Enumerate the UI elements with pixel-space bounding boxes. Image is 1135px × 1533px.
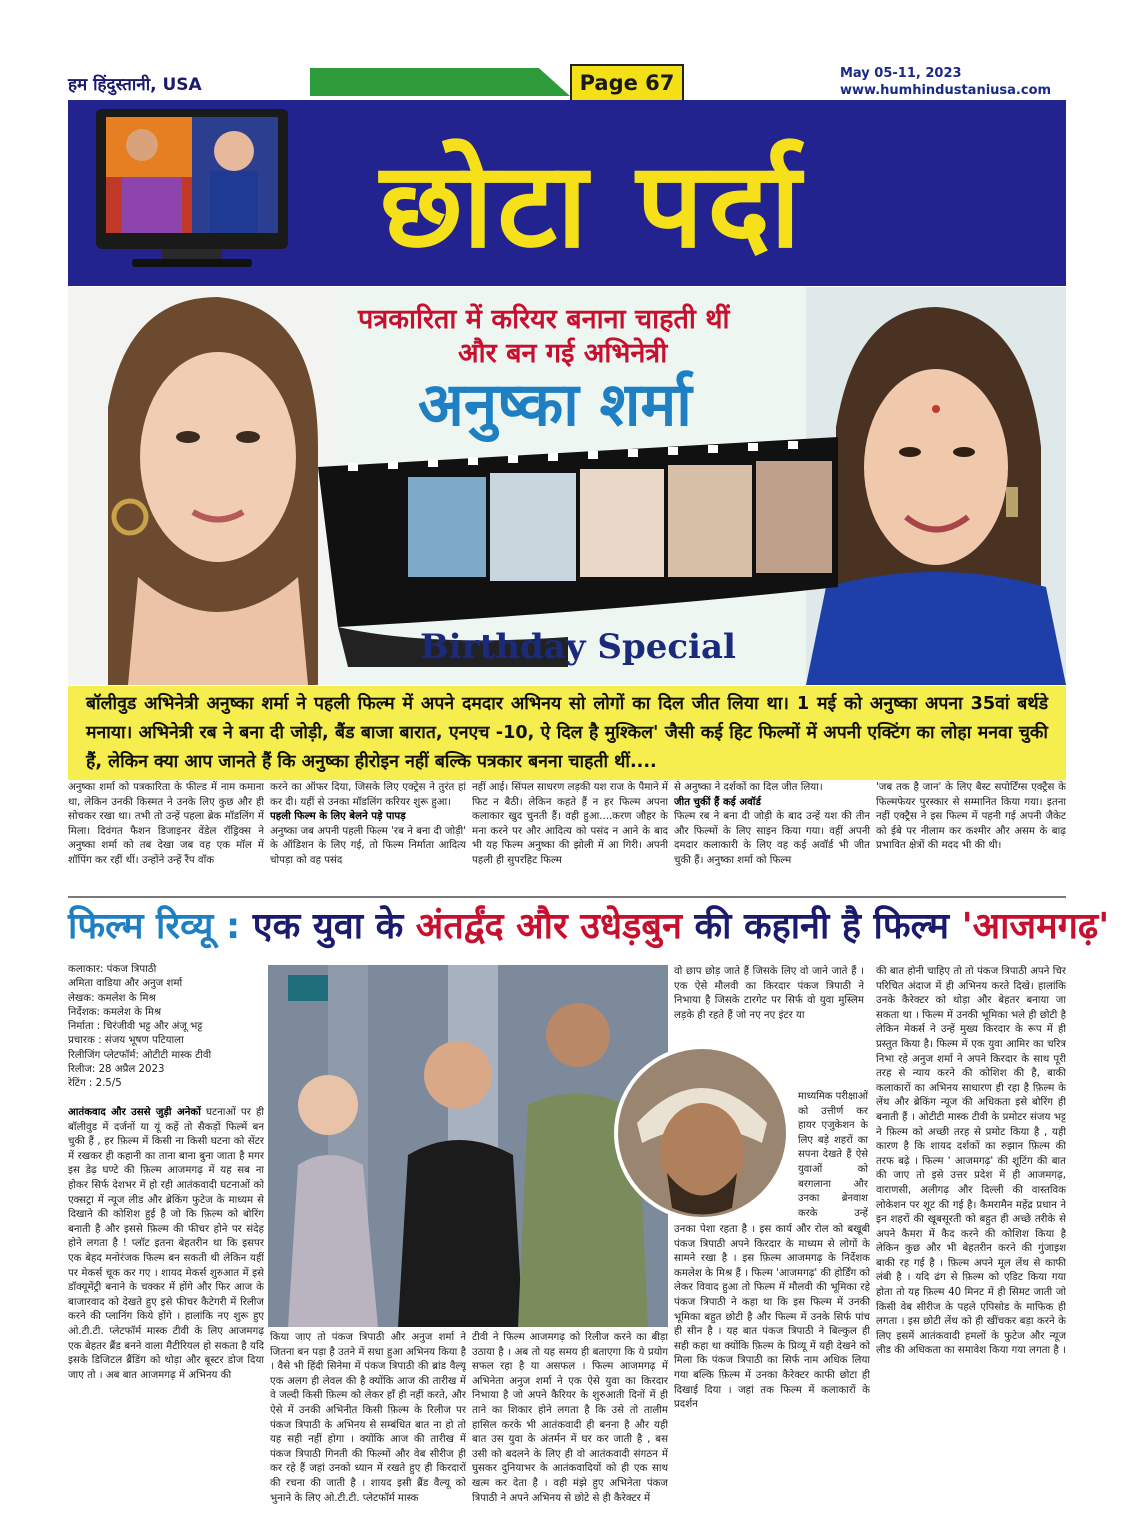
page-number: Page 67 bbox=[570, 64, 684, 102]
article-text: अनुष्का शर्मा को पत्रकारिता के फील्ड में नाम कमाना था, लेकिन उनकी किस्मत ने उनके लिए कुछ और ही सोचकर रखा था। तभी तो उन्हें पहला ब्रेक मॉडलिंग में मिला। दिवंगत फैशन डिजाइनर वेंडेल रॉड्रिक्स ने अनुष्का शर्मा को तब देखा जब वह एक मॉल में शॉपिंग कर रहीं थीं। उन्होंने उन्हें रैंप वॉक bbox=[68, 782, 264, 866]
article-subheading: जीत चुकीं हैं कई अवॉर्ड bbox=[674, 796, 761, 808]
header-accent-band bbox=[310, 68, 570, 96]
website-link[interactable]: www.humhindustaniusa.com bbox=[840, 83, 1052, 98]
headline-part: एक युवा के bbox=[252, 906, 416, 947]
credit-line: निर्देशक: कमलेश के मिश्र bbox=[68, 1006, 162, 1018]
publication-name: हम हिंदुस्तानी, USA bbox=[68, 75, 202, 95]
section-divider bbox=[68, 896, 1066, 898]
article-column-1 bbox=[68, 781, 264, 891]
review-column-5 bbox=[876, 965, 1066, 1526]
credit-line: रिलीजिंग प्लेटफॉर्म: ओटीटी मास्क टीवी bbox=[68, 1049, 212, 1061]
review-text: माध्यमिक परीक्षाओं को उत्तीर्ण कर हायर एजुकेशन के लिए बड़े शहरों का सपना देखते हैं ऐसे युवाओं को बरगलाना और उनका ब्रेनवाश करके उन्हें bbox=[798, 1091, 868, 1219]
article-text: नहीं आई। सिंपल साधरण लड़की यश राज के पैमाने में फिट न बैठी। लेकिन कहते हैं न हर फिल्म अपना कलाकार खुद चुनती हैं। वही हुआ....करण जौहर के मना करने पर और आदित्य को पसंद न आने के बाद भी यह फिल्म अनुष्का की झोली में आ गिरी। अपनी पहली ही सुपरहिट फिल्म bbox=[472, 782, 668, 866]
review-text: किया जाए तो पंकज त्रिपाठी और अनुज शर्मा ने जितना बन पड़ा है उतने में सधा हुआ अभिनय किया है । वैसे भी हिंदी सिनेमा में पंकज त्रिपाठी की ब्रांड वैल्यू एक अलग ही लेवल की है क्योंकि आज की तारीख में वे जल्दी किसी फ़िल्म को लेकर हाँ ही नहीं करते, और ऐसे में उनकी अभिनीत किसी फ़िल्म के रिलीज पर पंकज त्रिपाठी के अभिनय से सम्बंधित बात ना हो तो यह सही नहीं होगा । क्योंकि आज की तारीख में पंकज त्रिपाठी गिनती की फिल्मों और वेब सीरीज ही कर रहे हैं जहां उनको ध्यान में रखते हुए ही किरदारों की रचना की जाती है । शायद इसी ब्रैंड वैल्यू को भुनाने के लिए ओ.टी.टी. प्लेटफॉर्म मास्क bbox=[270, 1332, 466, 1504]
review-column-4-bottom bbox=[674, 1223, 870, 1526]
review-text: टीवी ने फिल्म आजमगढ़ को रिलीज करने का बीड़ा उठाया है । अब तो यह समय ही बताएगा कि ये प्रयोग सफल रहा है या असफल । फिल्म आजमगढ़ में अभिनेता अनुज शर्मा ने एक ऐसे युवा का किरदार निभाया है जो अपने कैरियर के शुरुआती दिनों में ही ताने का शिकार होने लगता है कि उसे तो तालीम हासिल करके भी आतंकवादी ही बनना है और यही बात उस युवा के अंतर्मन में घर कर जाती है , बस उसी को बदलने के लिए ही वो आतंकवादी संगठन में घुसकर दुनियाभर के आतंकवादियों को ही एक साथ खत्म कर देता है । वही मंझे हुए अभिनेता पंकज त्रिपाठी ने अपने अभिनय से छोटे से ही कैरेक्टर में bbox=[472, 1332, 668, 1504]
review-text: उनका पेशा रहता है । इस कार्य और रोल को बखूबी पंकज त्रिपाठी अपने किरदार के माध्यम से लोगों के सामने रखा है । इस फ़िल्म आजमगढ़ के निर्देशक कमलेश के मिश्र हैं । फिल्म 'आजमगढ़' की होर्डिंग को लेकर विवाद हुआ तो फिल्म में मौलवी की भूमिका रहे पंकज त्रिपाठी ने कहा था कि इस फिल्म में उनकी भूमिका बहुत छोटी है और फिल्म में उनके सिर्फ पांच ही सीन है । यह बात पंकज त्रिपाठी ने बिल्कुल ही सही कहा था क्योंकि फ़िल्म के प्रिव्यू में यही देखने को मिला कि पंकज त्रिपाठी का सिर्फ नाम अधिक लिया गया बल्कि फ़िल्म में उनका कैरेक्टर काफी छोटा ही दिखाई दिया । जहां तक फिल्म में कलाकारों के प्रदर्शन bbox=[674, 1224, 870, 1411]
issue-date: May 05-11, 2023 bbox=[840, 66, 962, 81]
credit-line: निर्माता : चिरंजीवी भट्ट और अंजू भट्ट bbox=[68, 1021, 203, 1033]
review-text: वो छाप छोड़ जाते हैं जिसके लिए वो जाने जाते हैं । एक ऐसे मौलवी का किरदार पंकज त्रिपाठी ने निभाया है जिसके टारगेट पर सिर्फ वो युवा मुस्लिम लड़के ही रहते हैं जो नए नए इंटर या bbox=[674, 966, 864, 1021]
review-column-2 bbox=[270, 1331, 466, 1526]
feature-kicker-line-2: और बन गई अभिनेत्री bbox=[458, 338, 668, 369]
credit-line: रिलीज: 28 अप्रैल 2023 bbox=[68, 1064, 165, 1076]
article-text: करने का ऑफर दिया, जिसके लिए एक्ट्रेस ने तुरंत हां कर दी। यहीं से उनका मॉडलिंग करियर शुरू हुआ। bbox=[270, 782, 466, 808]
review-label: फिल्म रिव्यू : bbox=[68, 906, 253, 947]
article-text: से अनुष्का ने दर्शकों का दिल जीत लिया। bbox=[674, 782, 823, 793]
review-text: की बात होनी चाहिए तो तो पंकज त्रिपाठी अपने चिर परिचित अंदाज में ही अभिनय करते दिखे। हालांकि उनके कैरेक्टर को थोड़ा और बेहतर बनाया जा सकता था । फिल्म में उनकी भूमिका भले ही छोटी है लेकिन मेकर्स ने उन्हें मुख्य किरदार के रूप में ही प्रस्तुत किया है। फिल्म में एक युवा आमिर का चरित्र निभा रहे अनुज शर्मा ने अपने किरदार के साथ पूरी तरह से न्याय करने की कोशिश की है, बाकी कलाकारों का अभिनय साधारण ही रहा है फ़िल्म के लेंथ और ब्रेकिंग न्यूज की अधिकता इसे बोरिंग ही बनाती हैं । ओटीटी मास्क टीवी के प्रमोटर संजय भट्ट ने फ़िल्म को अच्छी तरह से प्रमोट किया है , यही कारण है कि शायद दर्शकों का रुझान फ़िल्म की तरफ बढ़े । फिल्म ' आजमगढ़' की शूटिंग की बात की जाए तो इसे उत्तर प्रदेश में ही आजमगढ़, वाराणसी, अलीगढ़ और दिल्ली की वास्तविक लोकेशन पर शूट की गई है। कैमरामैन महेंद्र प्रधान ने इन शहरों की खूबसूरती को बहुत ही अच्छे तरीके से अपने कैमरा में कैद करने की कोशिश किया है लेकिन कुछ और भी बेहतरीन करने की गुंजाइश बाकी रह गई है । फ़िल्म अपने मूल लेंथ से काफी लंबी है । यदि ढंग से फ़िल्म को एडिट किया गया होता तो यह फ़िल्म 40 मिनट में ही सिमट जाती जो किसी वेब सीरीज के पहले एपिसोड के माफिक ही लगता । इस छोटी लेंथ को ही खींचकर बड़ा करने के लिए इसमें आतंकवादी हमलों के फुटेज और न्यूज लीड की अधिकता का समावेश किया गया लगता है । bbox=[876, 966, 1066, 1357]
review-column-1 bbox=[68, 1106, 264, 1526]
tv-illustration bbox=[92, 103, 292, 273]
review-text: घटनाओं पर ही बॉलीवुड में दर्जनों या यूं कहें तो सैकड़ों फिल्में बन चुकी हैं , हर फ़िल्म में किसी ना किसी घटना को सेंटर में रखकर ही कहानी का ताना बाना बुना जाता है मगर इस डेढ़ घण्टे की फ़िल्म आजमगढ़ में यह सब ना होकर सिर्फ देशभर में हो रही आतंकवादी घटनाओं को एक्सट्रा में न्यूज लीड और ब्रेकिंग फुटेज के माध्यम से दिखाने की कोशिश हुई है जो कि फ़िल्म को बोरिंग बनाती है और इससे फ़िल्म की फीचर होने पर संदेह होने लगता है ! प्लॉट इतना बेहतरीन था कि इसपर एक बेहद मनोरंजक फिल्म बन सकती थी लेकिन यहीं पर मेकर्स चूक कर गए । शायद मेकर्स शुरुआत में इसे डॉक्यूमेंट्री बनाने के चक्कर में होंगे और फिर आज के बाजारवाद को देखते हुए इसे फीचर कैटेगरी में रिलीज करने की प्लानिंग किये होंगे । हालांकि नए शुरू हुए ओ.टी.टी. प्लेटफॉर्म मास्क टीवी के लिए आजमगढ़ एक बेहतर ब्रैंड बनने वाला मैटीरियल हो सकता है यदि इसके डिजिटल ब्रैंडिंग को थोड़ा और बूस्टर डोज दिया जाए तो । अब बात आजमगढ़ में अभिनय की bbox=[68, 1107, 264, 1381]
article-subheading: पहली फिल्म के लिए बेलने पड़े पापड़ bbox=[270, 811, 406, 823]
article-text: 'जब तक है जान' के लिए बैस्ट सपोर्टिंग्स एक्ट्रैस के फिल्मफेयर पुरस्कार से सम्मानित किया गया। इतना नहीं एक्ट्रैस ने इस फिल्म में पहनी गई अपनी जैकेट को ईबे पर नीलाम कर कश्मीर और असम के बाढ़ प्रभावित क्षेत्रों की मदद भी की थी। bbox=[876, 782, 1066, 852]
credit-line: रेटिंग : 2.5/5 bbox=[68, 1078, 122, 1090]
birthday-special-label: Birthday Special bbox=[420, 627, 736, 667]
credit-line: कलाकार: पंकज त्रिपाठी bbox=[68, 964, 157, 975]
article-text: फिल्म रब ने बना दी जोड़ी के बाद उन्हें यश की तीन और फिल्मों के लिए साइन किया गया। वहीं अपनी दमदार कलाकारी के लिए वह कई अवॉर्ड भी जीत चुकी हैं। अनुष्का शर्मा को फिल्म bbox=[674, 811, 870, 866]
film-credits bbox=[68, 963, 268, 1092]
article-column-5 bbox=[876, 781, 1066, 891]
review-column-3 bbox=[472, 1331, 668, 1526]
headline-part: की कहानी है bbox=[681, 906, 874, 947]
article-column-3 bbox=[472, 781, 668, 891]
credit-line: अमिता वाडिया और अनुज शर्मा bbox=[68, 978, 183, 990]
feature-summary: बॉलीवुड अभिनेत्री अनुष्का शर्मा ने पहली फिल्म में अपने दमदार अभिनय सो लोगों का दिल जीत लिया था। 1 मई को अनुष्का अपना 35वां बर्थडे मनाया। अभिनेत्री रब ने बना दी जोड़ी, बैंड बाजा बारात, एनएच -10, ऐ दिल है मुश्किल' जैसी कई हिट फिल्मों में अपनी एक्टिंग का लोहा मनवा चुकी हैं, लेकिन क्या आप जानते हैं कि अनुष्का हीरोइन नहीं बल्कि पत्रकार बनना चाहती थीं.... bbox=[86, 694, 1048, 772]
review-column-4-top bbox=[674, 965, 864, 1085]
feature-kicker-line-1: पत्रकारिता में करियर बनाना चाहती थीं bbox=[358, 304, 730, 335]
feature-block bbox=[68, 287, 1066, 685]
headline-emphasis: अंतर्द्वंद और उधेड़बुन bbox=[415, 906, 682, 947]
portrait-left-photo bbox=[68, 287, 338, 685]
feature-headline: अनुष्का शर्मा bbox=[418, 370, 692, 440]
credit-line: प्रचारक : संजय भूषण पटियाला bbox=[68, 1035, 184, 1047]
review-subheading: आतंकवाद और उससे जुड़ी अनेकों bbox=[68, 1107, 201, 1118]
review-headline bbox=[68, 900, 1110, 958]
headline-part: फिल्म bbox=[873, 906, 962, 947]
credit-line: लेखक: कमलेश के मिश्र bbox=[68, 992, 156, 1004]
article-column-4 bbox=[674, 781, 870, 891]
article-column-2 bbox=[270, 781, 466, 891]
section-title: छोटा पर्दा bbox=[380, 136, 805, 274]
review-cast-photo bbox=[268, 965, 668, 1327]
review-column-4-wrap bbox=[798, 1090, 868, 1220]
article-text: अनुष्का जब अपनी पहली फिल्म 'रब ने बना दी जोड़ी' के ऑडिशन के लिए गई, तो फिल्म निर्माता आदित्य चोपड़ा को वह पसंद bbox=[270, 825, 466, 866]
film-title: 'आजमगढ़' bbox=[961, 906, 1110, 947]
